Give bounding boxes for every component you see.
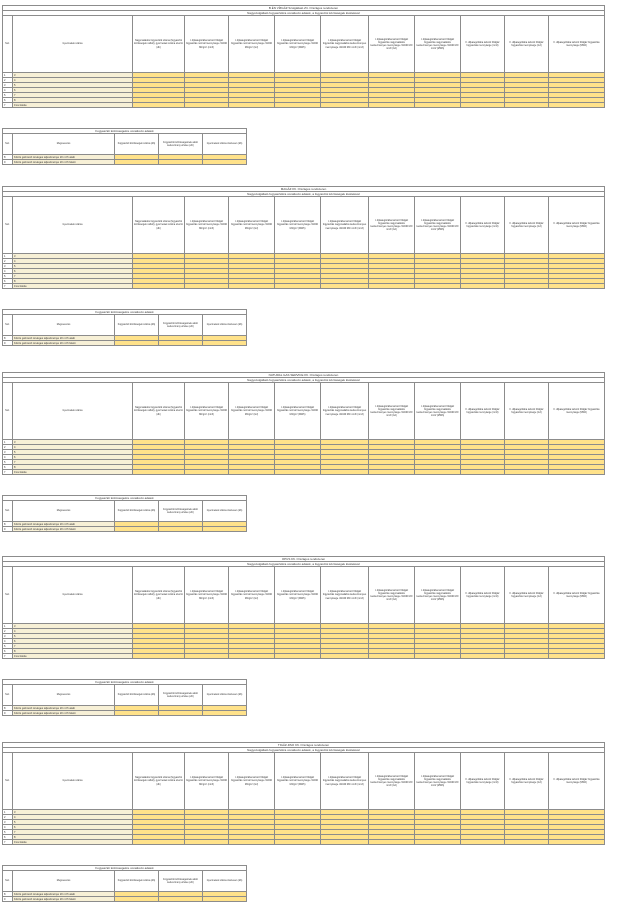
main-table — [2, 186, 605, 289]
column-header: I. díjkategóriába tartozó földgáz fogyasztás nagycsaládos kedvezményes mennyisége /41040 MJ/ nm3/ (MWh) — [415, 16, 461, 73]
column-header: I. díjkategóriába tartozó földgáz fogyasztás normál mennyisége /41040 MJ/gm³ (GJ) — [229, 753, 275, 810]
column-header: Gyermekek száma — [13, 567, 133, 624]
input-cell[interactable] — [275, 470, 321, 475]
column-header: Ssz. — [3, 501, 13, 522]
column-header: Fogyasztói közösségek száma (db) — [115, 134, 159, 155]
input-cell[interactable] — [549, 654, 605, 659]
community-title: Fogyasztói közösségekre vonatkozó adatok — [3, 496, 247, 501]
input-cell[interactable] — [369, 470, 415, 475]
column-header: Gyermekek száma összesen (db) — [203, 134, 247, 155]
input-cell[interactable] — [275, 654, 321, 659]
column-header: II. díjkategóriába tartozó földgáz fogyasztás mennyisége (nm3) — [461, 383, 505, 440]
column-header: Gyermekek száma összesen (db) — [203, 685, 247, 706]
column-header: II. díjkategóriába tartozó földgáz fogyasztás mennyisége (GJ) — [505, 383, 549, 440]
row-number: 1 — [3, 624, 13, 629]
column-header: I. díjkategóriába tartozó földgáz fogyasztás normál mennyisége /41040 MJ/gm³ (MWh) — [275, 567, 321, 624]
row-children-count: 8 — [13, 98, 133, 103]
row-number: 9 — [3, 160, 13, 165]
input-cell[interactable] — [415, 284, 461, 289]
row-children-count: 8 — [13, 835, 133, 840]
row-children-count: 5 — [13, 264, 133, 269]
column-header: II. díjkategóriába tartozó földgáz fogyasztás mennyisége (MWh) — [549, 567, 605, 624]
input-cell[interactable] — [461, 654, 505, 659]
row-children-count: 3 — [13, 440, 133, 445]
column-header: I. díjkategóriába tartozó földgáz fogyasztás normál mennyisége /41040 MJ/gm³ (MWh) — [275, 197, 321, 254]
column-header: I. díjkategóriába tartozó földgáz fogyasztás normál mennyisége /41040 MJ/gm³ (GJ) — [229, 383, 275, 440]
column-header: I. díjkategóriába tartozó földgáz fogyasztás normál mennyisége /41040 MJ/gm³ (nm3) — [185, 16, 229, 73]
row-number: 1 — [3, 73, 13, 78]
community-table — [2, 309, 247, 346]
input-cell[interactable] — [185, 840, 229, 845]
column-header: Gyermekek száma — [13, 753, 133, 810]
input-cell[interactable] — [115, 527, 159, 532]
column-header: II. díjkategóriába tartozó földgáz fogyasztás mennyisége (nm3) — [461, 753, 505, 810]
community-title: Fogyasztói közösségekre vonatkozó adatok — [3, 129, 247, 134]
column-header: Fogyasztói közösségek száma (db) — [115, 871, 159, 892]
row-children-count: 4 — [13, 445, 133, 450]
input-cell[interactable] — [369, 103, 415, 108]
input-cell[interactable] — [505, 103, 549, 108]
column-header: I. díjkategóriába tartozó földgáz fogyasztás normál mennyisége /41040 MJ/gm³ (GJ) — [229, 197, 275, 254]
row-children-count: 5 — [13, 83, 133, 88]
column-header: I. díjkategóriába tartozó földgáz fogyasztás nagycsaládos kedvezményes mennyisége /41040 MJ/ nm3/ (MWh) — [415, 197, 461, 254]
row-children-count: 5 — [13, 450, 133, 455]
community-title: Fogyasztói közösségekre vonatkozó adatok — [3, 680, 247, 685]
row-number: 7 — [3, 654, 13, 659]
input-cell[interactable] — [229, 103, 275, 108]
row-number: 7 — [3, 103, 13, 108]
row-number: 4 — [3, 455, 13, 460]
column-header: I. díjkategóriába tartozó földgáz fogyasztás normál mennyisége /41040 MJ/gm³ (MWh) — [275, 753, 321, 810]
row-number: 9 — [3, 341, 13, 346]
community-row-label: Közös gázmérő névleges teljesítménye 20 m³/h alatti — [13, 706, 115, 711]
column-header: Fogyasztói közösségeknek adott kedvezmény értéke (eFt) — [159, 685, 203, 706]
input-cell[interactable] — [203, 897, 247, 902]
row-children-count: 6 — [13, 639, 133, 644]
column-header: Ssz. — [3, 383, 13, 440]
row-children-count: 7 — [13, 644, 133, 649]
row-total-label: 9 és felette — [13, 284, 133, 289]
column-header: Megnevezés — [13, 685, 115, 706]
community-row-label: Közös gázmérő névleges teljesítménye 20 m³/h alatti — [13, 336, 115, 341]
community-table — [2, 679, 247, 716]
input-cell[interactable] — [369, 284, 415, 289]
row-total-label: 9 és felette — [13, 470, 133, 475]
column-header: Gyermekek száma összesen (db) — [203, 501, 247, 522]
input-cell[interactable] — [203, 711, 247, 716]
row-number: 5 — [3, 274, 13, 279]
section-subtitle: Nagyszolgáltató fogyasztókra vonatkozó adatok, a fogyasztói közösségek kivételével — [3, 562, 605, 567]
column-header: Ssz. — [3, 753, 13, 810]
column-header: Gyermekek száma — [13, 383, 133, 440]
input-cell[interactable] — [505, 654, 549, 659]
row-children-count: 6 — [13, 88, 133, 93]
main-table — [2, 742, 605, 845]
community-row-label: Közös gázmérő névleges teljesítménye 20 m³/h feletti — [13, 160, 115, 165]
row-number: 1 — [3, 440, 13, 445]
column-header: I. díjkategóriába tartozó földgáz fogyasztás nagycsaládos kedvezményes mennyisége /41040 MJ/ nm3/ (GJ) — [369, 16, 415, 73]
row-number: 3 — [3, 820, 13, 825]
column-header: II. díjkategóriába tartozó földgáz fogyasztás mennyisége (GJ) — [505, 197, 549, 254]
column-header: II. díjkategóriába tartozó földgáz fogyasztás mennyisége (GJ) — [505, 753, 549, 810]
column-header: Fogyasztói közösségek száma (db) — [115, 315, 159, 336]
input-cell[interactable] — [159, 527, 203, 532]
column-header: Gyermekek száma összesen (db) — [203, 871, 247, 892]
column-header: Megnevezés — [13, 315, 115, 336]
row-number: 9 — [3, 897, 13, 902]
row-number: 5 — [3, 830, 13, 835]
community-table — [2, 495, 247, 532]
input-cell[interactable] — [133, 654, 185, 659]
column-header: I. díjkategóriába tartozó földgáz fogyasztás nagycsaládos kedvezményes mennyisége /41040 MJ/ nm3/ (nm3) — [321, 753, 369, 810]
input-cell[interactable] — [549, 103, 605, 108]
row-number: 2 — [3, 259, 13, 264]
row-children-count: 8 — [13, 649, 133, 654]
row-number: 2 — [3, 629, 13, 634]
column-header: I. díjkategóriába tartozó földgáz fogyasztás normál mennyisége /41040 MJ/gm³ (nm3) — [185, 197, 229, 254]
input-cell[interactable] — [133, 284, 185, 289]
row-children-count: 3 — [13, 254, 133, 259]
row-number: 1 — [3, 810, 13, 815]
row-children-count: 3 — [13, 624, 133, 629]
column-header: I. díjkategóriába tartozó földgáz fogyasztás nagycsaládos kedvezményes mennyisége /41040 MJ/ nm3/ (GJ) — [369, 567, 415, 624]
community-title: Fogyasztói közösségekre vonatkozó adatok — [3, 310, 247, 315]
column-header: II. díjkategóriába tartozó földgáz fogyasztás mennyisége (MWh) — [549, 383, 605, 440]
input-cell[interactable] — [159, 341, 203, 346]
column-header: Nagycsaládos fogyasztók száma (fogyasztói közösségek nélkül), gyermekek száma szerint (db) — [133, 753, 185, 810]
column-header: II. díjkategóriába tartozó földgáz fogyasztás mennyisége (nm3) — [461, 197, 505, 254]
community-row-label: Közös gázmérő névleges teljesítménye 20 m³/h alatti — [13, 522, 115, 527]
input-cell[interactable] — [159, 160, 203, 165]
row-number: 5 — [3, 460, 13, 465]
column-header: I. díjkategóriába tartozó földgáz fogyasztás nagycsaládos kedvezményes mennyisége /41040 MJ/ nm3/ (nm3) — [321, 197, 369, 254]
column-header: Ssz. — [3, 134, 13, 155]
section-title: NATURAL GAS SERVICE Kft. Országos rendszeren — [3, 373, 605, 378]
column-header: Ssz. — [3, 16, 13, 73]
row-number: 4 — [3, 88, 13, 93]
row-children-count: 6 — [13, 269, 133, 274]
column-header: I. díjkategóriába tartozó földgáz fogyasztás normál mennyisége /41040 MJ/gm³ (MWh) — [275, 383, 321, 440]
input-cell[interactable] — [369, 840, 415, 845]
row-children-count: 4 — [13, 259, 133, 264]
row-number: 7 — [3, 470, 13, 475]
input-cell[interactable] — [505, 840, 549, 845]
column-header: II. díjkategóriába tartozó földgáz fogyasztás mennyisége (MWh) — [549, 16, 605, 73]
column-header: Fogyasztói közösségeknek adott kedvezmény értéke (eFt) — [159, 501, 203, 522]
input-cell[interactable] — [415, 654, 461, 659]
section-title: OPUS Kft. Országos rendszeren — [3, 557, 605, 562]
row-number: 4 — [3, 639, 13, 644]
column-header: Fogyasztói közösségek száma (db) — [115, 685, 159, 706]
input-cell[interactable] — [415, 103, 461, 108]
input-cell[interactable] — [461, 284, 505, 289]
input-cell[interactable] — [461, 840, 505, 845]
input-cell[interactable] — [549, 284, 605, 289]
column-header: I. díjkategóriába tartozó földgáz fogyasztás nagycsaládos kedvezményes mennyisége /41040 MJ/ nm3/ (MWh) — [415, 383, 461, 440]
input-cell[interactable] — [275, 840, 321, 845]
row-children-count: 7 — [13, 274, 133, 279]
input-cell[interactable] — [321, 840, 369, 845]
section-subtitle: Nagyszolgáltató fogyasztókra vonatkozó adatok, a fogyasztói közösségek kivételével — [3, 192, 605, 197]
row-number: 3 — [3, 634, 13, 639]
input-cell[interactable] — [115, 897, 159, 902]
row-children-count: 4 — [13, 629, 133, 634]
column-header: Megnevezés — [13, 871, 115, 892]
row-number: 5 — [3, 644, 13, 649]
input-cell[interactable] — [321, 470, 369, 475]
row-number: 6 — [3, 465, 13, 470]
row-children-count: 7 — [13, 93, 133, 98]
column-header: II. díjkategóriába tartozó földgáz fogyasztás mennyisége (MWh) — [549, 197, 605, 254]
input-cell[interactable] — [461, 470, 505, 475]
row-number: 6 — [3, 649, 13, 654]
row-number: 3 — [3, 450, 13, 455]
input-cell[interactable] — [115, 160, 159, 165]
column-header: Fogyasztói közösségeknek adott kedvezmény értéke (eFt) — [159, 871, 203, 892]
column-header: Nagycsaládos fogyasztók száma (fogyasztói közösségek nélkül), gyermekek száma szerint (db) — [133, 383, 185, 440]
row-children-count: 4 — [13, 78, 133, 83]
row-children-count: 3 — [13, 73, 133, 78]
column-header: Gyermekek száma — [13, 16, 133, 73]
section-subtitle: Nagyszolgáltató fogyasztókra vonatkozó adatok, a fogyasztói közösségek kivételével — [3, 11, 605, 16]
input-cell[interactable] — [185, 103, 229, 108]
row-children-count: 5 — [13, 820, 133, 825]
input-cell[interactable] — [185, 470, 229, 475]
row-number: 8 — [3, 155, 13, 160]
column-header: Megnevezés — [13, 134, 115, 155]
row-number: 7 — [3, 284, 13, 289]
row-number: 2 — [3, 815, 13, 820]
column-header: Fogyasztói közösségek száma (db) — [115, 501, 159, 522]
row-number: 6 — [3, 279, 13, 284]
section-subtitle: Nagyszolgáltató fogyasztókra vonatkozó adatok, a fogyasztói közösségek kivételével — [3, 378, 605, 383]
row-number: 7 — [3, 840, 13, 845]
row-number: 3 — [3, 83, 13, 88]
input-cell[interactable] — [185, 284, 229, 289]
input-cell[interactable] — [203, 527, 247, 532]
input-cell[interactable] — [229, 284, 275, 289]
row-number: 5 — [3, 93, 13, 98]
input-cell[interactable] — [275, 103, 321, 108]
column-header: Ssz. — [3, 567, 13, 624]
input-cell[interactable] — [133, 470, 185, 475]
column-header: Fogyasztói közösségeknek adott kedvezmény értéke (eFt) — [159, 315, 203, 336]
input-cell[interactable] — [549, 840, 605, 845]
row-children-count: 7 — [13, 460, 133, 465]
row-total-label: 9 és felette — [13, 840, 133, 845]
row-number: 9 — [3, 527, 13, 532]
community-row-label: Közös gázmérő névleges teljesítménye 20 m³/h alatti — [13, 155, 115, 160]
column-header: Ssz. — [3, 871, 13, 892]
community-table — [2, 865, 247, 902]
column-header: I. díjkategóriába tartozó földgáz fogyasztás nagycsaládos kedvezményes mennyisége /41040 MJ/ nm3/ (GJ) — [369, 753, 415, 810]
column-header: Nagycsaládos fogyasztók száma (fogyasztói közösségek nélkül), gyermekek száma szerint (db) — [133, 197, 185, 254]
column-header: Ssz. — [3, 685, 13, 706]
input-cell[interactable] — [133, 103, 185, 108]
column-header: I. díjkategóriába tartozó földgáz fogyasztás nagycsaládos kedvezményes mennyisége /41040 MJ/ nm3/ (MWh) — [415, 753, 461, 810]
column-header: I. díjkategóriába tartozó földgáz fogyasztás normál mennyisége /41040 MJ/gm³ (MWh) — [275, 16, 321, 73]
input-cell[interactable] — [159, 711, 203, 716]
column-header: Gyermekek száma összesen (db) — [203, 315, 247, 336]
column-header: I. díjkategóriába tartozó földgáz fogyasztás normál mennyisége /41040 MJ/gm³ (nm3) — [185, 567, 229, 624]
column-header: Nagycsaládos fogyasztók száma (fogyasztói közösségek nélkül), gyermekek száma szerint (db) — [133, 567, 185, 624]
main-table — [2, 556, 605, 659]
row-number: 1 — [3, 254, 13, 259]
column-header: I. díjkategóriába tartozó földgáz fogyasztás normál mennyisége /41040 MJ/gm³ (nm3) — [185, 383, 229, 440]
row-number: 6 — [3, 98, 13, 103]
column-header: Ssz. — [3, 197, 13, 254]
column-header: I. díjkategóriába tartozó földgáz fogyasztás nagycsaládos kedvezményes mennyisége /41040 MJ/ nm3/ (nm3) — [321, 383, 369, 440]
section-title: TIGÁZ-DSO Kft. Országos rendszeren — [3, 743, 605, 748]
column-header: I. díjkategóriába tartozó földgáz fogyasztás nagycsaládos kedvezményes mennyisége /41040 MJ/ nm3/ (MWh) — [415, 567, 461, 624]
input-cell[interactable] — [321, 654, 369, 659]
column-header: II. díjkategóriába tartozó földgáz fogyasztás mennyisége (MWh) — [549, 753, 605, 810]
row-children-count: 4 — [13, 815, 133, 820]
column-header: Fogyasztói közösségeknek adott kedvezmény értéke (eFt) — [159, 134, 203, 155]
column-header: II. díjkategóriába tartozó földgáz fogyasztás mennyisége (nm3) — [461, 567, 505, 624]
row-number: 4 — [3, 825, 13, 830]
input-cell[interactable] — [321, 103, 369, 108]
community-row-label: Közös gázmérő névleges teljesítménye 20 m³/h alatti — [13, 892, 115, 897]
input-cell[interactable] — [229, 840, 275, 845]
row-total-label: 9 és felette — [13, 103, 133, 108]
column-header: I. díjkategóriába tartozó földgáz fogyasztás normál mennyisége /41040 MJ/gm³ (GJ) — [229, 16, 275, 73]
community-row-label: Közös gázmérő névleges teljesítménye 20 m³/h feletti — [13, 527, 115, 532]
input-cell[interactable] — [115, 341, 159, 346]
row-number: 3 — [3, 264, 13, 269]
community-table — [2, 128, 247, 165]
input-cell[interactable] — [185, 654, 229, 659]
input-cell[interactable] — [203, 341, 247, 346]
column-header: II. díjkategóriába tartozó földgáz fogyasztás mennyisége (nm3) — [461, 16, 505, 73]
column-header: Gyermekek száma — [13, 197, 133, 254]
section-title: MAGÁZ Kft. Országos rendszeren — [3, 187, 605, 192]
row-children-count: 8 — [13, 465, 133, 470]
row-number: 8 — [3, 706, 13, 711]
row-children-count: 5 — [13, 634, 133, 639]
column-header: II. díjkategóriába tartozó földgáz fogyasztás mennyisége (GJ) — [505, 567, 549, 624]
input-cell[interactable] — [203, 160, 247, 165]
column-header: I. díjkategóriába tartozó földgáz fogyasztás nagycsaládos kedvezményes mennyisége /41040 MJ/ nm3/ (GJ) — [369, 383, 415, 440]
row-children-count: 6 — [13, 455, 133, 460]
community-row-label: Közös gázmérő névleges teljesítménye 20 m³/h feletti — [13, 897, 115, 902]
input-cell[interactable] — [415, 470, 461, 475]
row-children-count: 3 — [13, 810, 133, 815]
input-cell[interactable] — [159, 897, 203, 902]
input-cell[interactable] — [461, 103, 505, 108]
community-title: Fogyasztói közösségekre vonatkozó adatok — [3, 866, 247, 871]
column-header: I. díjkategóriába tartozó földgáz fogyasztás nagycsaládos kedvezményes mennyisége /41040 MJ/ nm3/ (nm3) — [321, 567, 369, 624]
row-number: 2 — [3, 445, 13, 450]
row-number: 8 — [3, 336, 13, 341]
row-number: 6 — [3, 835, 13, 840]
column-header: I. díjkategóriába tartozó földgáz fogyasztás nagycsaládos kedvezményes mennyisége /41040 MJ/ nm3/ (GJ) — [369, 197, 415, 254]
section-subtitle: Nagyszolgáltató fogyasztókra vonatkozó adatok, a fogyasztói közösségek kivételével — [3, 748, 605, 753]
input-cell[interactable] — [505, 284, 549, 289]
column-header: Megnevezés — [13, 501, 115, 522]
input-cell[interactable] — [415, 840, 461, 845]
column-header: Ssz. — [3, 315, 13, 336]
input-cell[interactable] — [549, 470, 605, 475]
input-cell[interactable] — [505, 470, 549, 475]
input-cell[interactable] — [369, 654, 415, 659]
row-children-count: 6 — [13, 825, 133, 830]
community-row-label: Közös gázmérő névleges teljesítménye 20 m³/h feletti — [13, 711, 115, 716]
column-header: I. díjkategóriába tartozó földgáz fogyasztás nagycsaládos kedvezményes mennyisége /41040 MJ/ nm3/ (nm3) — [321, 16, 369, 73]
input-cell[interactable] — [275, 284, 321, 289]
input-cell[interactable] — [229, 654, 275, 659]
column-header: I. díjkategóriába tartozó földgáz fogyasztás normál mennyisége /41040 MJ/gm³ (GJ) — [229, 567, 275, 624]
input-cell[interactable] — [133, 840, 185, 845]
section-title: B.ÉN VÍZGÁZ Szolgáltató Zrt. Országos rendszeren — [3, 6, 605, 11]
column-header: Nagycsaládos fogyasztók száma (fogyasztói közösségek nélkül), gyermekek száma szerint (db) — [133, 16, 185, 73]
column-header: I. díjkategóriába tartozó földgáz fogyasztás normál mennyisége /41040 MJ/gm³ (nm3) — [185, 753, 229, 810]
row-children-count: 8 — [13, 279, 133, 284]
input-cell[interactable] — [229, 470, 275, 475]
column-header: II. díjkategóriába tartozó földgáz fogyasztás mennyisége (GJ) — [505, 16, 549, 73]
community-row-label: Közös gázmérő névleges teljesítménye 20 m³/h feletti — [13, 341, 115, 346]
row-number: 4 — [3, 269, 13, 274]
row-total-label: 9 és felette — [13, 654, 133, 659]
row-children-count: 7 — [13, 830, 133, 835]
main-table — [2, 372, 605, 475]
input-cell[interactable] — [115, 711, 159, 716]
row-number: 8 — [3, 892, 13, 897]
row-number: 8 — [3, 522, 13, 527]
input-cell[interactable] — [321, 284, 369, 289]
main-table — [2, 5, 605, 108]
row-number: 2 — [3, 78, 13, 83]
row-number: 9 — [3, 711, 13, 716]
